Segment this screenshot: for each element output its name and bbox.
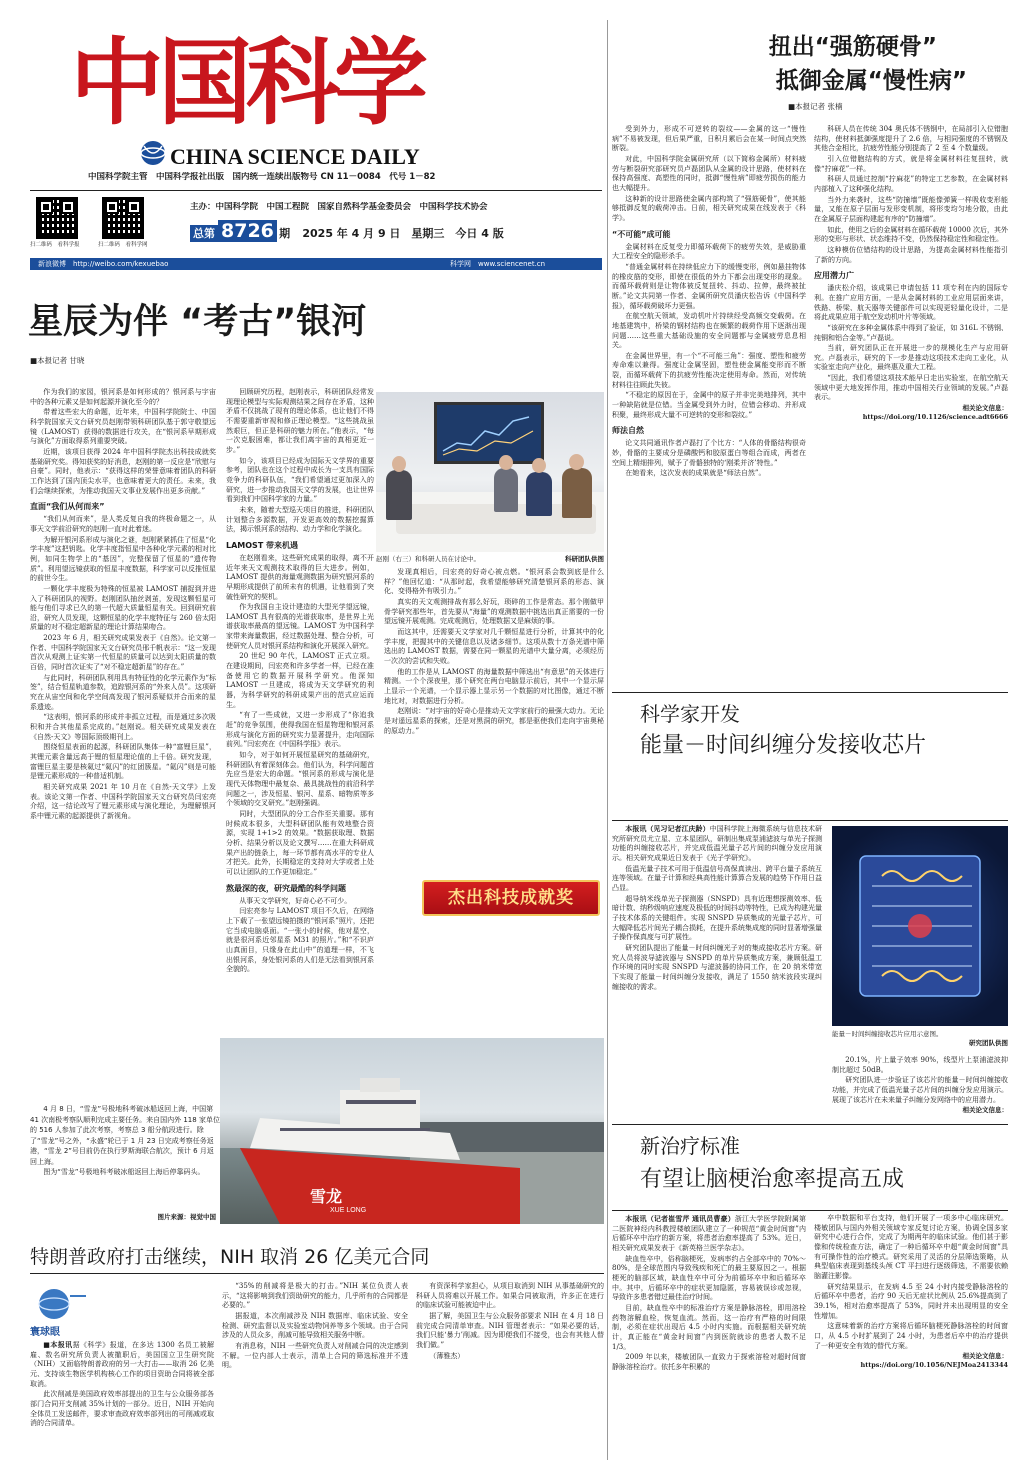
paragraph: “我们从何而来”，是人类反复自我的终极命题之一，从事天文学前沿研究的赵刚一直对此着迷。 xyxy=(30,515,216,533)
stroke-column-1: 本报讯（记者崔雪芹 通讯员曹豪）浙江大学医学院附属第二医院神经内科教授楼敏团队建立了一种规范“黄金时间窗”内后循环卒中治疗的新方案，将患者治愈率提高了 53%。近日，相关研究成果发表于《新英格兰医学杂志》。 缺血性卒中，俗称脑梗死，发病率约占全部卒中的 70%～80%，是全球范围内导致残疾和死亡的最主要原因之一。根据梗死的脑部区域，缺血性卒中可分为前循环卒中和后循环卒中。其中，后循环卒中的症状更加隐匿，容易被误诊或忽视，导致许多患者错过最佳治疗时间。 目前，缺血性卒中的标准治疗方案是静脉溶栓，即用溶栓药物溶解血栓，恢复血流。然而，这一治疗有严格的时间限制，必须在症状出现后 4.5 小时内实施。而根据相关研究统计，真正能在“黄金时间窗”内到医院就诊的患者人数不足 1/3。 2009 年以来，楼敏团队一直致力于探索溶栓对超时间窗静脉溶栓治疗。依托多年积累的 xyxy=(612,1214,806,1371)
screen-display xyxy=(434,402,544,464)
paragraph: 对此，中国科学院金属研究所（以下简称金属所）材料疲劳与断裂研究部研究员卢磊团队从金属的设计思路，使材料在保持高强度、高塑性的同时，抵御“慢性病”即疲劳损伤的能力也大幅提升。 xyxy=(612,154,806,192)
chip-diagram xyxy=(832,826,1008,1026)
paragraph: “35%的削减将是极大的打击。”NIH 某位负责人表示，“这将影响到我们资助研究的能力，几乎所有的合同都是必要的。” xyxy=(222,1282,408,1310)
paragraph: 一颗化学丰度极为特殊的恒星被 LAMOST 捕捉到并进入了科研团队的视野。赵刚团队抽丝剥茧，发现这颗恒星可能与他们寻求已久的第一代超大质量恒星有关。回到研究前沿，研究人员发现，这颗恒星的化学丰度特征与 260 倍太阳质量的对不稳定超新星的理论计算结果吻合。 xyxy=(30,584,216,632)
paragraph: 在赵刚看来，这些研究成果的取得，离不开近年来天文观测技术取得的巨大进步。例如，LAMOST 提供的海量观测数据为研究银河系的早期形成提供了前所未有的机遇，让他看到了突破性研究的契机。 xyxy=(226,553,374,601)
paragraph: 如今，对于如何开展恒星研究的基础研究，科研团队有着深刻体会。他们认为，科学问题首先应当是宏大的命题。“银河系的形成与演化是现代天体物理中最复杂、最具挑战性的前沿科学问题之一，涉及恒星、银河、星系、暗物质等多个领域的交叉研究。”赵刚强调。 xyxy=(226,751,374,808)
paragraph: 这意味着新的治疗方案将后循环脑梗死静脉溶栓的时间窗口，从 4.5 小时扩展到了 24 小时，为患者后卒中的治疗提供了一种更安全有效的替代方案。 xyxy=(814,1322,1008,1350)
metal-column-1 xyxy=(612,125,806,633)
ship-caption: 4 月 8 日，“雪龙”号极地科考破冰船返回上海，中国第 41 次南极考察队顺利完成主要任务。来自国内外 118 家单位的 516 人参加了此次考察，考察总 3 船分航段进行。除了“雪龙”号之外，“永盛”轮已于 1 月 23 日完成考察任务返港，“雪龙 2”号目前仍在执行罗斯海联合航次，预计 6 月返回上海。 图为“雪龙”号极地科考破冰船返回上海后停靠码头。 图片来源：视觉中国 xyxy=(30,1038,220,1224)
paragraph: 而这其中，还需要天文学家对几千颗恒星进行分析，计算其中的化学丰度，把握其中的关键信息以及诸多细节。这项从数十万条光谱中筛选出的 LAMOST 数据，需要在同一颗星的光谱中大量分离，必须经历一次次的尝试和失败。 xyxy=(384,627,604,665)
paragraph: 在航空航天领域，发动机叶片持续经受高频交变载荷。在地基建筑中，桥梁的钢材结构也在频繁的载荷作用下逐渐出现问题……这些重大基础设施的安全问题都与金属疲劳息息相关。 xyxy=(612,312,806,350)
paragraph: 研究结果显示，在发病 4.5 至 24 小时内接受静脉溶栓的后循环卒中患者，治疗 90 天后无症状比例从 25.6%提高到了 39.1%，相对治愈率提高了 53%，同时并未出现明显的安全性增加。 xyxy=(814,1282,1008,1320)
paragraph: 有消息称，NIH 一些研究负责人对削减合同的决定感到不解。一位内部人士表示，清单上合同的筛选标准并不透明。 xyxy=(222,1341,408,1370)
qr-code-icon xyxy=(102,197,144,239)
paragraph: “该研究在多种金属体系中得到了验证，如 316L 不锈钢、纯铜和铝合金等。”卢磊说。 xyxy=(814,323,1008,342)
section-heading: 应用潜力广 xyxy=(814,271,854,281)
paragraph: 相关研究成果 2021 年 10 月在《自然-天文学》上发表。该论文第一作者、中国科学院国家天文台研究员闫宏亮介绍，这一结论改写了锂元素形成与演化理论，为理解银河系中锂元素的起源提供了新视角。 xyxy=(30,782,216,820)
masthead-english: CHINA SCIENCE DAILY xyxy=(140,140,440,168)
paragraph: 据了解，美国卫生与公众服务部要求 NIH 在 4 月 18 日前完成合同清单审查。NIH 管理者表示：“如果必要的话，我们只能‘暴力’削减。因为即便我们不接受，也会有其他人替我们做。” xyxy=(416,1311,604,1349)
section-heading: “不可能”成可能 xyxy=(612,229,671,239)
huanqiuyan-logo: 寰球眼 xyxy=(30,1286,90,1336)
paragraph: 发现真相后，闫宏亮的好奇心被点燃。“银河系会数到底是什么样？”他回忆道：“从那时起，我希望能够研究清楚银河系的形态、演化、变得格外有吸引力。” xyxy=(384,568,604,596)
paragraph: 科研人员通过控制“拧麻花”的特定工艺参数，在金属材料内部植入了这种强化结构。 xyxy=(814,175,1008,193)
paragraph: 赵刚说：“对宇宙的好奇心是推动天文学家前行的最强大动力。无论是对遥远星系的探索，还是对黑洞的研究，都是驱使我们走向宇宙奥秘的原动力。” xyxy=(384,707,604,735)
paragraph: 作为我国自主设计建造的大型光学望远镜，LAMOST 具有很高的光谱获取率，是世界上光谱获取率最高的望远镜。LAMOST 为中国科学家带来海量数据，经过数据处理、整合分析，可使研究人员对银河系结构和演化开展深入研究。 xyxy=(226,603,374,650)
paragraph: 20.1%，片上量子效率 90%，线型片上泵浦滤波抑制比超过 50dB。 xyxy=(832,1056,1008,1074)
paragraph: 卒中数据和平台支持，他们开展了一项多中心临床研究。楼敏团队与国内外相关领域专家反复讨论方案，协调全国多家研究中心进行合作，完成了为期两年的临床试验。他们甚于影像和传统检查方法，确定了一种后循环卒中超“黄金时间窗”具有可操作性的治疗模式。研究采用了灵活的分层筛选策略，从典型临床表现到基线头颅 CT 平扫进行逐级筛选，不需要依赖脑灌注影像。 xyxy=(814,1214,1008,1280)
paragraph: 缺血性卒中，俗称脑梗死，发病率约占全部卒中的 70%～80%，是全球范围内导致残疾和死亡的最主要原因之一。根据梗死的脑部区域，缺血性卒中可分为前循环卒中和后循环卒中。其中，后循环卒中的症状更加隐匿，容易被误诊或忽视，导致许多患者错过最佳治疗时间。 xyxy=(612,1254,806,1302)
section-heading: 师法自然 xyxy=(612,426,644,436)
paragraph: 闫宏亮参与 LAMOST 项目不久后，在网络上下载了一张望远镜拍摄的“银河系”照片，还把它当成电脑桌面。“一张小的时候，他对星空，就是很河系近邻星系 M31 的照片。”和“不识庐山真面目，只缘身在此山中”的道理一样，不飞出银河系，身处银河系的人们是无法看到银河系全貌的。 xyxy=(226,907,374,974)
paragraph: “不稳定的原因在于，金属中的原子并非完美地排列，其中一种缺陷就是位错。当金属受到外力时，位错会移动、并形成积聚，最终形成大量不可逆转的变形和裂纹。” xyxy=(612,391,806,419)
nih-headline: 特朗普政府打击继续，NIH 取消 26 亿美元合同 xyxy=(30,1246,430,1268)
paragraph: 研究团队进一步验证了该芯片的能量－时间纠缠接收功能，并完成了低温光量子芯片间的纠缠分发应用演示。展现了该芯片在未来量子纠缠分发网络中的应用潜力。 xyxy=(832,1076,1008,1104)
paragraph: 受到外力，形成不可逆转的裂纹——金属的这一“慢性病”不易被发现，但后果严重，日积月累后会在某一时间点突然断裂。 xyxy=(612,125,806,153)
hosts-line: 主办：中国科学院 中国工程院 国家自然科学基金委员会 中国科学技术协会 xyxy=(190,202,488,212)
paragraph: ■本报讯据《科学》报道，在多达 1300 名员工被解雇、数名研究所负责人被撤职后，美国国立卫生研究院（NIH）又面临特朗普政府的另一大打击——取消 26 亿美元、支持该生物医学机构核心工作的项目资助合同将被全部取消。 xyxy=(30,1340,214,1388)
issue-line: 总第 8726 期 2025 年 4 月 9 日 星期三 今日 4 版 xyxy=(190,218,600,244)
masthead-title: 中国科学 xyxy=(70,28,423,138)
paragraph: “因此，我们希望这项技术能早日走出实验室，在航空航天领域中更大地发挥作用，推动中国相关行业领域的发展。”卢磊表示。 xyxy=(814,374,1008,402)
paragraph: 超导纳米线单光子探测器（SNSPD）具有近理想探测效率、低暗计数、纳秒级响应速度及极低的时间抖动等特性，已成为构建光量子技术体系的关键组件。实现 SNSPD 异质集成的光量子芯片，可大幅降低芯片间光子耦合损耗，在提升系统集成度的同时显著增强量子操作保真度与可扩展性。 xyxy=(612,894,822,942)
globe-icon xyxy=(30,1286,88,1322)
ship-hull-icon xyxy=(220,1078,540,1224)
chip-caption: 能量－时间纠缠接收芯片应用示意图。 研究团队供图 xyxy=(832,1030,1008,1047)
xinchen-column-2 xyxy=(226,388,374,1028)
award-banner[interactable]: 杰出科技成就奖 xyxy=(422,880,600,916)
paragraph: 低温光量子技术可用于低温信号高保真读出、跨平台量子系统互连等领域。在量子计算和经典高性能计算算合发展的趋势下作用日益凸显。 xyxy=(612,864,822,892)
paragraph: 研究团队提出了能量－时间纠缠光子对的集成接收芯片方案。研究人员将波导滤波器与 SNSPD 的单片异质集成方案，兼顾低温工作环境的同时实现 SNSPD 与滤波器的协同工作，在 20 纳米带宽下实现了能量－时间纠缠分发接收，满足了 1550 纳米波段实现纠缠接收的需求。 xyxy=(612,943,822,991)
paragraph: “有了一些成就，又进一步形成了“你追我赶”的竞争氛围，使得我国在恒星物理和银河系形成与演化方面的研究实力显著提升，走向国际前列。”闫宏亮在《中国科学报》表示。 xyxy=(226,711,374,749)
xinchen-column-1 xyxy=(30,388,216,1028)
meeting-photo xyxy=(376,392,604,552)
meeting-photo-caption: 赵刚（右三）和科研人员在讨论中。 科研团队供图 xyxy=(376,555,604,563)
paragraph: 他的工作是从 LAMOST 的海量数据中筛选出“有意思”的天体进行精测。一个个深夜里，那个研究在两台电脑显示前后，其中一个显示屏上显示一个光谱，一个显示器上显示另一个数据的对比图像，通过不断地比对，对数据进行分析。 xyxy=(384,667,604,705)
paragraph: 在她看来，这次发表的成果就是“师法自然”。 xyxy=(625,469,766,478)
paragraph: 如今，该项目已经成为国际天文学界的重要参考，团队也在这个过程中成长为一支具有国际竞争力的科研队伍，“我们希望通过更加深入的研究，进一步推动我国天文学的发展，也让世界看到我们中国科学家的力量。” xyxy=(226,456,374,504)
sciencenet-link[interactable]: 科学网 www.sciencenet.cn xyxy=(450,260,546,268)
paragraph: 从事天文学研究，好奇心必不可少。 xyxy=(239,896,352,905)
paragraph: 带着这些宏大的命题，近年来，中国科学院院士、中国科学院国家天文台研究员赵刚带领科研团队基于郭守敬望远镜（LAMOST）获得的数据进行攻关，在“银河系早期形成与演化”方面取得系列重要突破。 xyxy=(30,408,216,446)
qubit-headline: 科学家开发 能量－时间纠缠分发接收芯片 xyxy=(640,702,927,758)
paragraph: 此次削减是美国政府效率部提出的卫生与公众服务部各部门合同开支削减 35%计划的一部分。近日，NIH 开始向全体员工发送邮件，要求审查政府效率部列出的可削减或取消的合同清单。 xyxy=(30,1390,214,1428)
paragraph: 回顾研究历程，赵刚表示，科研团队经常发现理论模型与实际观测结果之间存在矛盾，这种矛盾不仅挑战了现有的理论体系，也让他们不得不需要重新审视和修正理论模型。“这些挑战虽然艰巨，但正是科研的魅力所在。”他表示，“每一次克服困难，都让我们离宇宙的真相更近一步。” xyxy=(226,388,374,454)
nih-column-2 xyxy=(222,1282,408,1458)
paragraph: “这表明，银河系的形成并非孤立过程，而是通过多次吸积和并合其他星系完成的。”赵刚说。相关研究成果发表在《自然-天文》等国际顶级期刊上。 xyxy=(30,713,216,741)
paragraph: 同时，大型团队的分工合作至关重要。那有时候成本很多，大型科研团队能有效地整合资源，实现 1+1>2 的效果。“数据获取理、数据分析、结果分析以及论文撰写……在重大科研成果产出的链条上，每一环节都有高水平的专业人才把关。此外，长期稳定的支持对大学或者上处可以让团队的工作更加稳定。” xyxy=(226,809,374,876)
paragraph: 真实的天文观测排战有那么好玩，琐碎的工作是常态。那个刚做甲骨学研究那些年，首先要从“海量”的观测数据中挑选出真正需要的一份望远镜开展观测。完成观测后，处理数据又是麻烦的事。 xyxy=(384,597,604,626)
paragraph: 在金属世界里，有一个“不可能三角”：强度、塑性和疲劳寿命难以兼得。强度让金属坚固，塑性使金属能变形而不断裂，而循环载荷下的抗疲劳性能决定使用寿命。然而，对传统材料往往顾此失彼。 xyxy=(612,351,806,389)
paragraph: 围绕恒星表面的起源，科研团队集体一种“富锂巨星”，其锂元素含量远高于锂的恒星理论值的上千倍。研究发现，富锂巨星主要是核氦过“氦闪”的红团簇星。“氦闪”则是可能是锂元素形成的一种普适机制。 xyxy=(30,743,216,781)
sponsor-line: 中国科学院主管 中国科学报社出版 国内统一连续出版物号 CN 11－0084 代号 1－82 xyxy=(88,172,436,182)
doi-link[interactable]: https://doi.org/10.1056/NEJMoa2413344 xyxy=(860,1361,1008,1370)
xinchen-byline: ■本报记者 甘晓 xyxy=(30,356,85,365)
section-heading: LAMOST 带来机遇 xyxy=(226,540,299,550)
doi-link[interactable]: https://doi.org/10.1126/science.adt6666 xyxy=(862,413,1008,422)
globe-logo-icon xyxy=(140,140,166,166)
paragraph: 近期，该项目获得 2024 年中国科学院杰出科技成就奖基础研究奖。得知获奖的好消息，赵刚的第一反应是“欣慰与自豪”。同时，他表示：“获得这样的荣誉意味着团队的科研工作达到了国内顶尖水平，也意味着更大的责任。未来，我们会继续探索，为推动我国天文事业发展作出更多贡献。” xyxy=(30,447,216,495)
paragraph: “普通金属材料在持续低应力下的缓慢变形，例如悬挂物体的橡皮筋的变形，即使在很低的外力下都会出现变形的现象。而循环载荷则是让物体被反复扭转、抖动、拉伸，最终被扯断。”论文共同第一作者、金属所研究员潘庆松告诉《中国科学报》，循环载荷破坏力更强。 xyxy=(612,262,806,310)
xinchen-headline: 星辰为伴 “考古”银河 xyxy=(28,302,367,342)
metal-headline: 扭出“强筋硬骨” 抵御金属“慢性病” ■本报记者 张楠 xyxy=(768,34,967,111)
paragraph: 据报道，本次削减涉及 NIH 数据库、临床试验、安全检测、研究监督以及实验室动物饲养等多个领域。由于合同涉及的人员众多，削减可能导致相关服务中断。 xyxy=(222,1311,408,1340)
paragraph: 目前，缺血性卒中的标准治疗方案是静脉溶栓，即用溶栓药物溶解血栓，恢复血流。然而，这一治疗有严格的时间限制，必须在症状出现后 4.5 小时内实施。而根据相关研究统计，真正能在“黄金时间窗”内到医院就诊的患者人数不足 1/3。 xyxy=(612,1303,806,1351)
qr-code-icon xyxy=(36,197,78,239)
paragraph: 2009 年以来，楼敏团队一直致力于探索溶栓对超时间窗静脉溶栓治疗。依托多年积累的 xyxy=(612,1353,806,1371)
weibo-link[interactable]: 新浪微博 http://weibo.com/kexuebao xyxy=(38,260,169,268)
paragraph: 为解开银河系形成与演化之谜，赵刚紧紧抓住了恒星“化学丰度”这把钥匙。化学丰度指恒星中各种化学元素的相对比例，如同生物学上的“基因”，完整保留了恒星的“遗传物质”。利用望远镜获取的恒星丰度数据，科学家可以反推恒星的前世今生。 xyxy=(30,535,216,583)
paragraph: 与此同时，科研团队利用具有特征性的化学元素作为“标签”，结合恒星轨道参数，追踪银河系的“外来人员”。这项研究在从宙空间和化学空间高发现了银河系疑似并合而来的星系遗迹。 xyxy=(30,673,216,711)
paragraph: 潘庆松介绍，该成果已申请包括 11 项专利在内的国际专利。在推广应用方面，一是从金属材料的工业应用层面来讲，铁路、桥梁、航天器等关键部件可以实现更轻量化设计，二是将此成果应用于航空发动机叶片等领域。 xyxy=(814,284,1008,322)
paragraph: 当外力来袭时，这些“防撞墙”既能像弹簧一样吸收变形能量，又能在原子层面与发形变机制，将形变均匀地分散，由此在金属原子层面构建起有序的“防撞墙”。 xyxy=(814,195,1008,223)
paragraph: 这种新的设计思路使金属内部构筑了“强筋硬骨”，使其能够抵御反复的载荷冲击。日前，相关研究成果在线发表于《科学》。 xyxy=(612,194,806,222)
paragraph: 如此，使用之后的金属材料在循环载荷 10000 次后，其外形的变形与形状、状态维持不变，仍然保持稳定性和稳定性。 xyxy=(814,225,1008,244)
paragraph: 作为我们的家园，银河系是如何形成的？银河系与宇宙中的各种元素又是如何起源并演化至今的？ xyxy=(30,388,216,406)
xinchen-column-3 xyxy=(384,568,604,1028)
paragraph: 金属材料在反复受力即循环载荷下的疲劳失效，是威胁重大工程安全的隐形杀手。 xyxy=(612,242,806,261)
qubit-column-1: 本报讯（见习记者江庆龄）中国科学院上海微系统与信息技术研究所研究员尤立星、立本星团队，研制出集成泵浦滤波与单光子探测功能的纠缠接收芯片，并完成低温光量子芯片间的纠缠分发应用演示。相关研究成果近日发表于《光子学研究》。 低温光量子技术可用于低温信号高保真读出、跨平台量子系统互连等领域。在量子计算和经典高性能计算算合发展的趋势下作用日益凸显。 超导纳米线单光子探测器（SNSPD）具有近理想探测效率、低暗计数、纳秒级响应速度及极低的时间抖动等特性，已成为构建光量子技术体系的关键组件。实现 SNSPD 异质集成的光量子芯片，可大幅降低芯片间光子耦合损耗，在提升系统集成度的同时显著增强量子操作保真度与可扩展性。 研究团队提出了能量－时间纠缠光子对的集成接收芯片方案。研究人员将波导滤波器与 SNSPD 的单片异质集成方案，兼顾低温工作环境的同时实现 SNSPD 与滤波器的协同工作，在 20 纳米带宽下实现了能量－时间纠缠分发接收，满足了 1550 纳米波段实现纠缠接收的需求。 xyxy=(612,824,822,991)
stroke-headline: 新治疗标准 有望让脑梗治愈率提高五成 xyxy=(640,1134,905,1192)
web-bar xyxy=(30,258,602,270)
paragraph: 引入位错胞结构的方式，就是将金属材料往复扭转，就像“拧麻花”一样。 xyxy=(814,154,1008,173)
paragraph: 2023 年 6 月，相关研究成果发表于《自然》。论文第一作者、中国科学院国家天文台研究员邢千帆表示：“这一发现首次从观测上证实第一代恒星的质量可以达到太阳质量的数百倍，同时首次证实了“对不稳定超新星”的存在。” xyxy=(30,634,216,672)
qubit-column-2: 20.1%，片上量子效率 90%，线型片上泵浦滤波抑制比超过 50dB。 研究团队进一步验证了该芯片的能量－时间纠缠接收功能，并完成了低温光量子芯片间的纠缠分发应用演示。展现了该芯片在未来量子纠缠分发网络中的应用潜力。 相关论文信息： xyxy=(832,1056,1008,1114)
nih-column-3 xyxy=(416,1282,604,1458)
stroke-column-2: 卒中数据和平台支持，他们开展了一项多中心临床研究。楼敏团队与国内外相关领域专家反复讨论方案，协调全国多家研究中心进行合作，完成了为期两年的临床试验。他们甚于影像和传统检查方法，确定了一种后循环卒中超“黄金时间窗”具有可操作性的治疗模式。研究采用了灵活的分层筛选策略，从典型临床表现到基线头颅 CT 平扫进行逐级筛选，不需要依赖脑灌注影像。 研究结果显示，在发病 4.5 至 24 小时内接受静脉溶栓的后循环卒中患者，治疗 90 天后无症状比例从 25.6%提高到了 39.1%，相对治愈率提高了 53%，同时并未出现明显的安全性增加。 这意味着新的治疗方案将后循环脑梗死静脉溶栓的时间窗口，从 4.5 小时扩展到了 24 小时，为患者后卒中的治疗提供了一种更安全有效的替代方案。 相关论文信息： https://doi.org/10.1056/NEJMoa2413344 xyxy=(814,1214,1008,1370)
paragraph: 当前，研究团队正在开展进一步的规模化生产与应用研究。卢磊表示，研究的下一步是推动这项技术走向工业化，从实验室走向产业化，最终惠及重大工程。 xyxy=(814,344,1008,372)
xuelong-ship-photo: 雪龙 XUE LONG xyxy=(30,1038,604,1224)
paragraph: 20 世纪 90 年代，LAMOST 正式立项。在建设期间，闫宏亮和许多学者一样，已经在准备使用它的数据开展科学研究。他深知 LAMOST 一旦建成，将成为天文学研究的利器，为科学研究的科研成果产出的范式应运而生。 xyxy=(226,652,374,709)
qr-codes: 扫二维码 看科学报 扫二维码 看科学网 xyxy=(30,197,160,257)
paragraph: 科研人员在传统 304 奥氏体不锈钢中，在局部引入位错胞结构，使材料抵御强度提升了 2.6 倍，与相同强度的不锈钢及其他合金相比，抗疲劳性能分别提高了 2 至 4 个数量级。 xyxy=(814,125,1008,153)
section-heading: 熬最深的夜，研究最酷的科学问题 xyxy=(226,883,346,893)
paragraph: （薄雅杰） xyxy=(429,1351,465,1360)
nih-column-1 xyxy=(30,1340,214,1458)
paragraph: 这种模仿位错结构的设计思路，为提高金属材料性能指引了新的方向。 xyxy=(814,245,1008,264)
metal-column-2: 科研人员在传统 304 奥氏体不锈钢中，在局部引入位错胞结构，使材料抵御强度提升了 2.6 倍，与相同强度的不锈钢及其他合金相比，抗疲劳性能分别提高了 2 至 4 个数量级。 引入位错胞结构的方式，就是将金属材料往复扭转，就像“拧麻花”一样。 科研人员通过控制“拧麻花”的特定工艺参数，在金属材料内部植入了这种强化结构。 当外力来袭时，这些“防撞墙”既能像弹簧一样吸收变形能量，又能在原子层面与发形变机制，将形变均匀地分散，由此在金属原子层面构建起有序的“防撞墙”。 如此，使用之后的金属材料在循环载荷 10000 次后，其外形的变形与形状、状态维持不变，仍然保持稳定性和稳定性。 这种模仿位错结构的设计思路，为提高金属材料性能指引了新的方向。 应用潜力广 潘庆松介绍，该成果已申请包括 11 项专利在内的国际专利。在推广应用方面，一是从金属材料的工业应用层面来讲，铁路、桥梁、航天器等关键部件可以实现更轻量化设计，二是将此成果应用于航空发动机叶片等领域。 “该研究在多种金属体系中得到了验证，如 316L 不锈钢、纯铜和铝合金等。”卢磊说。 当前，研究团队正在开展进一步的规模化生产与应用研究。卢磊表示，研究的下一步是推动这项技术走向工业化，从实验室走向产业化，最终惠及重大工程。 “因此，我们希望这项技术能早日走出实验室，在航空航天领域中更大地发挥作用，推动中国相关行业领域的发展。”卢磊表示。 相关论文信息： https://doi.org/10.1126/science.adt6666 xyxy=(814,125,1008,422)
paragraph: 有资深科学家担心，从项目取消到 NIH 从事基础研究的科研人员将难以开展工作。如果合同被取消，许多正在进行的临床试验可能被迫中止。 xyxy=(416,1282,604,1310)
section-heading: 直面“我们从何而来” xyxy=(30,502,105,512)
paragraph: 未来，随着大型巡天项目的推进，科研团队计划整合多源数据，开发更高效的数据挖掘算法，揭示银河系的结构、动力学和化学演化。 xyxy=(226,505,374,534)
photonic-chip-icon xyxy=(832,826,1008,1026)
paragraph: 论文共同通讯作者卢磊打了个比方：“人体的骨骼结构很奇妙，骨骼的主要成分是磷酸钙和胶原蛋白等组合而成，两者在空间上精细排列，赋予了骨骼独特的‘刚柔并济’特性。” xyxy=(612,439,806,467)
